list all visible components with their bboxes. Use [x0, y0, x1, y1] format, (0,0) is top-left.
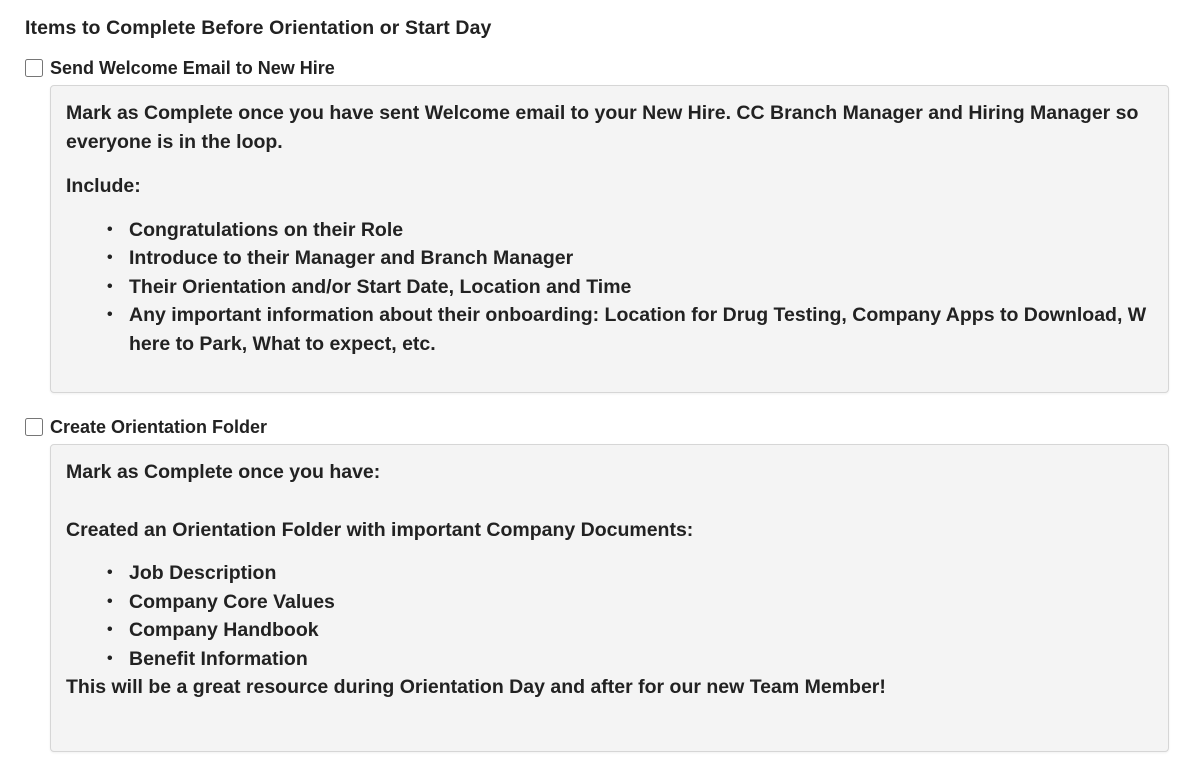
orientation-folder-documents-list — [66, 559, 1152, 673]
welcome-email-list-heading: Include: — [66, 175, 141, 197]
welcome-email-include-list — [66, 216, 1152, 359]
list-item: • Any important information about their onboarding: Location for Drug Testing, Company Apps to Download, Where to Park, What to expect, etc. — [129, 301, 1152, 358]
list-item: • Introduce to their Manager and Branch Manager — [129, 244, 1152, 273]
task-row-welcome-email — [25, 57, 335, 79]
list-item: • Company Handbook — [129, 616, 1152, 645]
welcome-email-instructions — [50, 85, 1169, 393]
welcome-email-label[interactable]: Send Welcome Email to New Hire — [50, 57, 335, 78]
welcome-email-intro: Mark as Complete once you have sent Welcome email to your New Hire. CC Branch Manager and Hiring Manager so everyone is in the loop. — [66, 102, 1139, 153]
welcome-email-checkbox[interactable] — [25, 59, 43, 77]
orientation-folder-closing: This will be a great resource during Orientation Day and after for our new Team Member! — [66, 676, 886, 698]
orientation-folder-list-heading: Created an Orientation Folder with important Company Documents: — [66, 518, 694, 541]
task-row-orientation-folder — [25, 416, 267, 438]
orientation-folder-checkbox[interactable] — [25, 418, 43, 436]
list-item: • Company Core Values — [129, 588, 1152, 617]
section-title: Items to Complete Before Orientation or Start Day — [25, 17, 492, 39]
list-item: • Job Description — [129, 559, 1152, 588]
orientation-folder-label[interactable]: Create Orientation Folder — [50, 416, 268, 437]
list-item: • Their Orientation and/or Start Date, Location and Time — [129, 273, 1152, 302]
orientation-folder-intro: Mark as Complete once you have: — [66, 461, 381, 483]
list-item: • Congratulations on their Role — [129, 216, 1152, 245]
orientation-folder-instructions — [50, 444, 1169, 752]
list-item: • Benefit Information — [129, 645, 1152, 674]
